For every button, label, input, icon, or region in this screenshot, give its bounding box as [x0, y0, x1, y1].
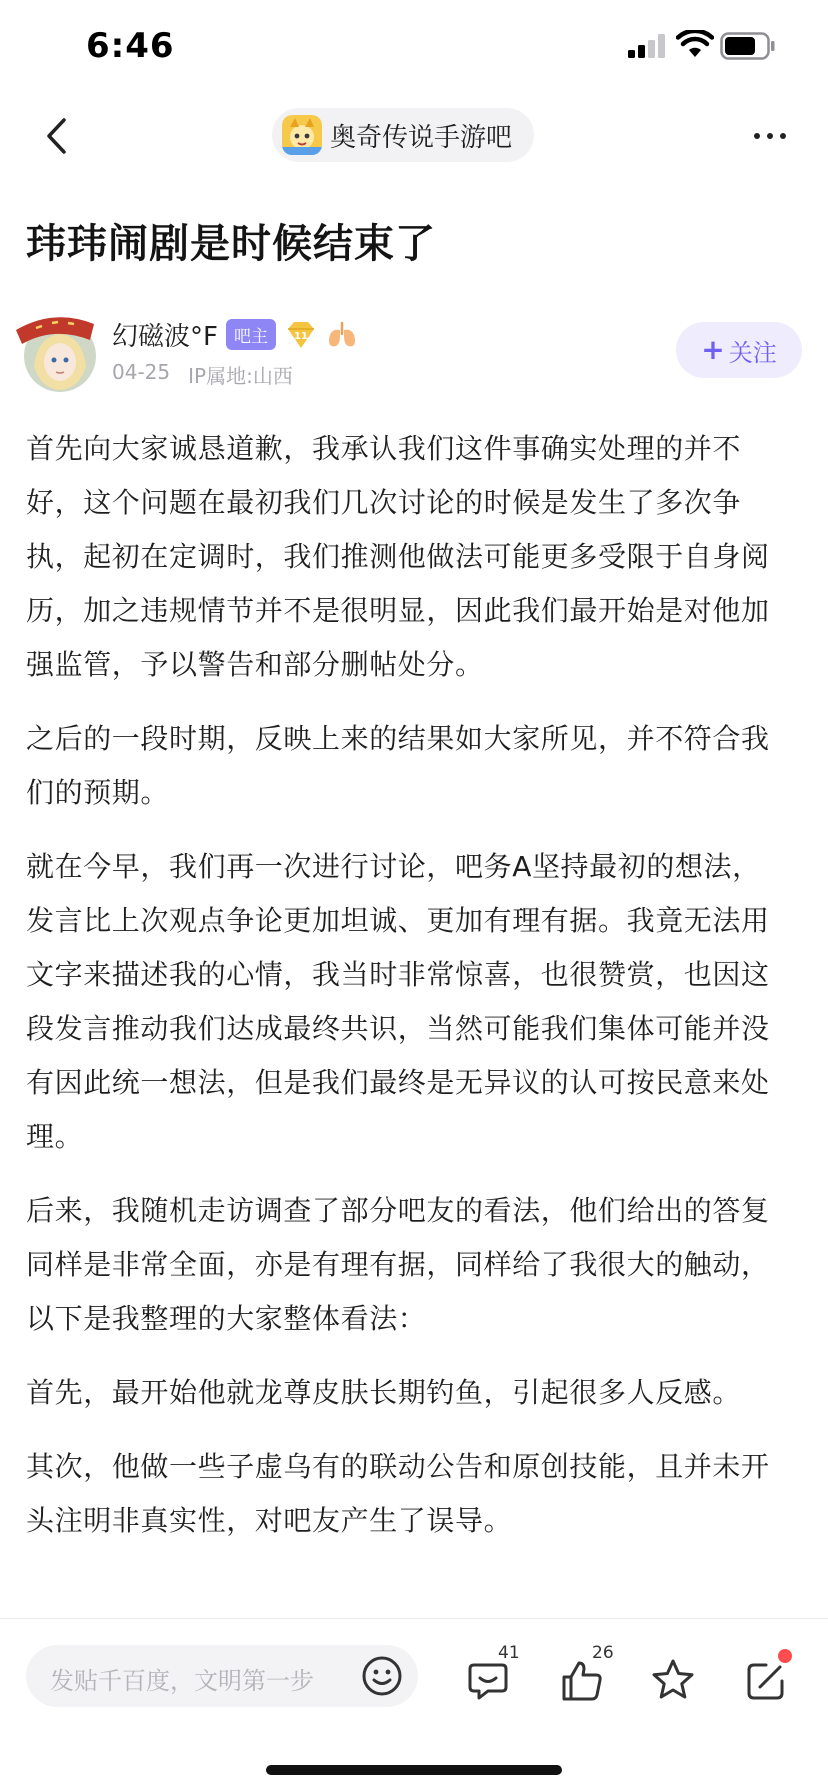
comment-placeholder: 发贴千百度，文明第一步 [50, 1667, 314, 1695]
forum-name: 奥奇传说手游吧 [330, 122, 513, 153]
plus-icon: + [701, 333, 725, 366]
star-icon [650, 1657, 696, 1703]
nav-bar [0, 96, 828, 176]
notification-dot [778, 1649, 792, 1663]
author-avatar[interactable] [14, 306, 96, 394]
forum-avatar-icon [282, 115, 322, 155]
post-content [26, 422, 786, 1568]
forum-entry-button[interactable] [272, 108, 534, 162]
content-paragraph: 其次，他做一些子虚乌有的联动公告和原创技能，且并未开头注明非真实性，对吧友产生了误导。 [26, 1450, 770, 1537]
level-badge-number: 11 [294, 330, 308, 342]
share-icon [744, 1659, 788, 1703]
home-indicator[interactable] [266, 1765, 562, 1775]
like-button[interactable] [560, 1643, 616, 1707]
post-date: 04-25 [112, 360, 171, 384]
chevron-left-icon [45, 117, 67, 155]
comment-input[interactable] [26, 1645, 418, 1707]
ip-location: IP属地:山西 [188, 364, 293, 388]
bottom-action-bar [0, 1618, 828, 1792]
battery-icon [720, 32, 776, 60]
back-button[interactable] [36, 110, 76, 162]
follow-button[interactable] [676, 322, 802, 378]
cellular-signal-icon [628, 34, 668, 58]
comment-count: 41 [498, 1643, 520, 1663]
favorite-button[interactable] [650, 1647, 706, 1707]
comment-button[interactable] [466, 1643, 522, 1707]
content-paragraph: 后来，我随机走访调查了部分吧友的看法，他们给出的答复同样是非常全面，亦是有理有据，同样给了我很大的触动，以下是我整理的大家整体看法： [26, 1194, 770, 1335]
comment-icon [466, 1659, 510, 1703]
post-title: 玮玮闹剧是时候结束了 [26, 221, 436, 267]
wifi-icon [676, 30, 714, 58]
more-dot-icon [754, 133, 760, 139]
content-paragraph: 首先，最开始他就龙尊皮肤长期钓鱼，引起很多人反感。 [26, 1376, 742, 1409]
lungs-badge-icon [326, 320, 358, 350]
follow-label: 关注 [728, 338, 777, 367]
like-count: 26 [592, 1643, 614, 1663]
more-dot-icon [767, 133, 773, 139]
status-time: 6:46 [86, 26, 175, 66]
author-row [0, 300, 828, 400]
content-paragraph: 就在今早，我们再一次进行讨论，吧务A坚持最初的想法，发言比上次观点争论更加坦诚、更加有理有据。我竟无法用文字来描述我的心情，我当时非常惊喜，也很赞赏，也因这段发言推动我们达成最终共识，当然可能我们集体可能并没有因此统一想法，但是我们最终是无异议的认可按民意来处理。 [26, 850, 770, 1153]
thumbs-up-icon [560, 1659, 604, 1703]
author-meta [112, 360, 293, 389]
share-button[interactable] [744, 1647, 800, 1707]
level-badge-icon [284, 320, 318, 350]
content-paragraph: 首先向大家诚恳道歉，我承认我们这件事确实处理的并不好，这个问题在最初我们几次讨论的时候是发生了多次争执，起初在定调时，我们推测他做法可能更多受限于自身阅历，加之违规情节并不是很明显，因此我们最开始是对他加强监管，予以警告和部分删帖处分。 [26, 432, 770, 681]
more-options-button[interactable] [746, 118, 794, 154]
status-bar [0, 0, 828, 96]
more-dot-icon [780, 133, 786, 139]
forum-owner-badge: 吧主 [226, 319, 276, 350]
content-paragraph: 之后的一段时期，反映上来的结果如大家所见，并不符合我们的预期。 [26, 722, 770, 809]
author-name[interactable]: 幻磁波°F [112, 322, 218, 352]
author-name-line [112, 316, 358, 353]
emoji-icon[interactable] [360, 1654, 404, 1698]
